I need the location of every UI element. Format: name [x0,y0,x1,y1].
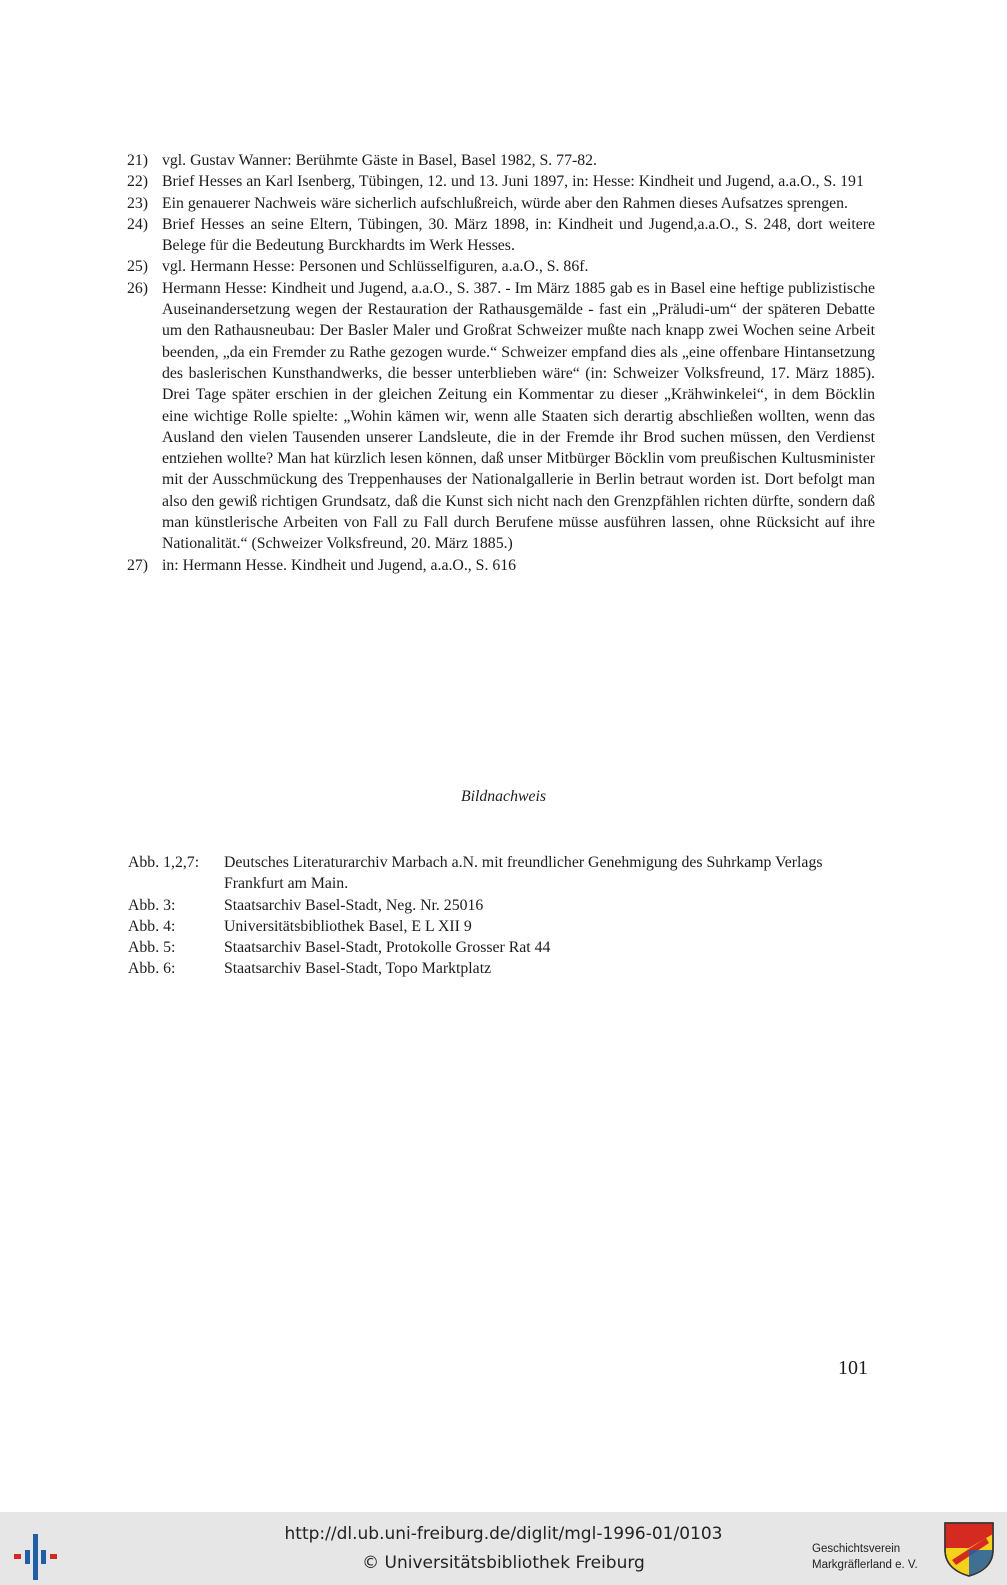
footnote-text: Hermann Hesse: Kindheit und Jugend, a.a.O., S. 387. - Im März 1885 gab es in Basel eine heftige publizistische Auseinandersetzung wegen der Restauration der Rathausgemälde - fast ein „Präludi-um“ der späteren Debatte um den Rathausneubau: Der Basler Maler und Großrat Schweizer mußte nach knapp zwei Wochen seine Arbeit beenden, „da ein Fremder zu Rathe gezogen wurde.“ Schweizer empfand dies als „eine offenbare Hintansetzung des baslerischen Kunsthandwerks, die besser unterblieben wäre“ (in: Schweizer Volksfreund, 17. März 1885). Drei Tage später erschien in der gleichen Zeitung ein Kommentar zu dieser „Krähwinkelei“, in dem Böcklin eine wichtige Rolle spielte: „Wohin kämen wir, wenn alle Staaten sich derartig abschließen wollten, wenn das Ausland den vielen Tausenden unserer Landsleute, die in der Fremde ihr Brod suchen müssen, den Verdienst entziehen wollte? Man hat kürzlich lesen können, daß unser Mitbürger Böcklin vom preußischen Kultusminister mit der Ausschmückung des Treppenhauses der Nationalgallerie in Berlin betraut worden ist. Dort befolgt man also den gewiß richtigen Grundsatz, daß die Kunst sich nicht nach den Grenzpfählen richten dürfte, sondern daß man künstlerische Arbeiten von Fall zu Fall durch Berufene müsse ausführen lassen, ohne Rücksicht auf ihre Nationalität.“ (Schweizer Volksfreund, 20. März 1885.) [162,279,875,553]
credit-row [128,916,868,937]
footnote-23 [127,193,875,214]
footnote-25 [127,256,875,277]
credit-label: Abb. 1,2,7: [128,854,200,871]
footnote-number: 26) [127,279,149,297]
credit-source: Staatsarchiv Basel-Stadt, Neg. Nr. 25016 [224,896,484,914]
credit-row [128,958,868,979]
footnote-text: in: Hermann Hesse. Kindheit und Jugend, a.a.O., S. 616 [162,556,517,574]
publisher-name [812,1541,918,1573]
footnote-21 [127,150,875,171]
footnote-27 [127,555,875,576]
footnote-number: 24) [127,215,149,233]
publisher-line-1: Geschichtsverein [812,1543,901,1555]
footnote-24 [127,214,875,257]
footer-bar [0,1512,1007,1585]
footnote-text: vgl. Gustav Wanner: Berühmte Gäste in Basel, Basel 1982, S. 77-82. [162,152,597,169]
footnotes [127,150,875,576]
footnote-26 [127,278,875,555]
credit-row [128,852,868,895]
source-url-link[interactable]: http://dl.ub.uni-freiburg.de/diglit/mgl-1996-01/0103 [284,1524,723,1544]
credit-source: Staatsarchiv Basel-Stadt, Topo Marktplatz [224,960,492,978]
footnote-text: Brief Hesses an Karl Isenberg, Tübingen, 12. und 13. Juni 1897, in: Hesse: Kindheit und Jugend, a.a.O., S. 191 [162,173,864,191]
credit-source: Staatsarchiv Basel-Stadt, Protokolle Grosser Rat 44 [224,939,551,957]
footnote-number: 22) [127,173,149,191]
coat-of-arms-icon [942,1520,996,1578]
page-number: 101 [838,1357,868,1379]
footnote-number: 25) [127,258,149,276]
credit-label: Abb. 3: [128,896,176,914]
footnote-text: vgl. Hermann Hesse: Personen und Schlüsselfiguren, a.a.O., S. 86f. [162,258,589,276]
credit-source: Universitätsbibliothek Basel, E L XII 9 [224,917,472,935]
credit-label: Abb. 6: [128,960,176,978]
footnote-text: Brief Hesses an seine Eltern, Tübingen, 30. März 1898, in: Kindheit und Jugend,a.a.O., S. 248, dort weitere Belege für die Bedeutung Burckhardts im Werk Hesses. [162,215,875,255]
footnote-number: 21) [127,152,149,169]
image-credits [128,852,868,980]
footnote-text: Ein genauerer Nachweis wäre sicherlich aufschlußreich, würde aber den Rahmen dieses Aufsatzes sprengen. [162,194,849,212]
credit-row [128,895,868,916]
publisher-line-2: Markgräflerland e. V. [812,1559,918,1571]
credit-source: Deutsches Literaturarchiv Marbach a.N. mit freundlicher Genehmigung des Suhrkamp Verlags Frankfurt am Main. [224,854,823,893]
footnote-22 [127,171,875,192]
credit-row [128,937,868,958]
credit-label: Abb. 5: [128,939,176,957]
section-title: Bildnachweis [460,788,547,805]
credit-label: Abb. 4: [128,917,176,935]
footnote-number: 27) [127,556,149,574]
copyright-text: © Universitätsbibliothek Freiburg [362,1553,645,1573]
footnote-number: 23) [127,194,149,212]
